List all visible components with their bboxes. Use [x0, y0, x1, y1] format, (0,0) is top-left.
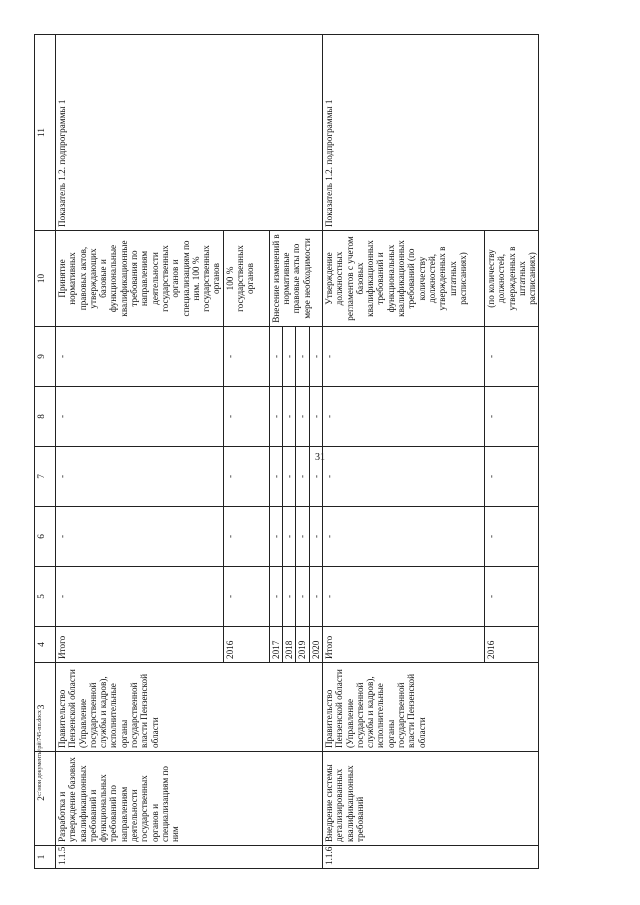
total-label: Итого: [322, 627, 484, 663]
value-cell: -: [322, 507, 484, 567]
total-label: Итого: [56, 627, 224, 663]
value-cell: -: [296, 567, 309, 627]
value-cell: -: [296, 327, 309, 387]
activity-name: Внедрение системы детализированных квалификационных требований: [322, 752, 538, 846]
value-cell: -: [484, 447, 538, 507]
activity-executor: Правительство Пензенской области (Управление государственной службы и кадров), исполнительные органы государственной власти Пензенской области: [322, 663, 538, 752]
value-cell: -: [223, 507, 269, 567]
activity-number: 1.1.5.: [56, 846, 323, 869]
table-row: [56, 35, 224, 869]
expected-result: Внесение изменений в нормативные правовые акты по мере необходимости: [269, 231, 322, 327]
value-cell: -: [56, 507, 224, 567]
year-cell: 2016: [484, 627, 538, 663]
value-cell: -: [269, 447, 282, 507]
header-cell: 4: [35, 627, 56, 663]
value-cell: -: [322, 327, 484, 387]
value-cell: -: [283, 387, 296, 447]
header-cell: 6: [35, 507, 56, 567]
rotated-table-area: [34, 35, 606, 869]
value-cell: -: [56, 567, 224, 627]
header-cell: 10: [35, 231, 56, 327]
page-number: 31: [315, 452, 325, 463]
value-cell: -: [269, 327, 282, 387]
activity-name: Разработка и утверждение базовых квалификационных требований и функциональных требований по направлениям деятельности государственных органов и специализациям по ним: [56, 752, 323, 846]
value-cell: -: [296, 387, 309, 447]
expected-result: Принятие нормативных правовых актов, утверждающих базовые и функциональные квалификационные требования по направлениям деятельности государственных органов и специализациям по ним. 100 % государственных органов: [56, 231, 224, 327]
table-row: [322, 35, 484, 869]
activity-number: 1.1.6.: [322, 846, 538, 869]
year-cell: 2019: [296, 627, 309, 663]
value-cell: -: [484, 507, 538, 567]
expected-result: Утверждение должностных регламентов с учетом базовых квалификационных требований и функциональных квалификационных требований (по количеству должностей, утвержденных в штатных расписаниях): [322, 231, 484, 327]
value-cell: -: [283, 447, 296, 507]
value-cell: -: [296, 447, 309, 507]
value-cell: -: [269, 567, 282, 627]
value-cell: -: [309, 387, 322, 447]
indicator-reference: Показатель 1.2. подпрограммы 1: [56, 35, 323, 231]
expected-result: 100 % государственных органов: [223, 231, 269, 327]
header-cell: 9: [35, 327, 56, 387]
value-cell: -: [223, 387, 269, 447]
value-cell: -: [269, 507, 282, 567]
value-cell: -: [484, 327, 538, 387]
header-row: [35, 35, 56, 869]
value-cell: -: [322, 567, 484, 627]
value-cell: -: [484, 387, 538, 447]
activity-executor: Правительство Пензенской области (Управление государственной службы и кадров), исполнительные органы государственной власти Пензенской области: [56, 663, 323, 752]
header-cell: 3: [35, 663, 56, 752]
value-cell: -: [56, 447, 224, 507]
header-cell: 11: [35, 35, 56, 231]
year-cell: 2020: [309, 627, 322, 663]
value-cell: -: [56, 387, 224, 447]
value-cell: -: [309, 507, 322, 567]
value-cell: -: [484, 567, 538, 627]
value-cell: -: [56, 327, 224, 387]
value-cell: -: [309, 567, 322, 627]
indicator-reference: Показатель 1.2. подпрограммы 1: [322, 35, 538, 231]
footer-file-path: c:\мои документы\рй\745-пп.docx: [37, 710, 43, 796]
header-cell: 7: [35, 447, 56, 507]
value-cell: -: [223, 327, 269, 387]
value-cell: -: [223, 567, 269, 627]
value-cell: -: [309, 327, 322, 387]
value-cell: -: [296, 507, 309, 567]
value-cell: -: [309, 447, 322, 507]
value-cell: -: [283, 327, 296, 387]
value-cell: -: [322, 447, 484, 507]
header-cell: 8: [35, 387, 56, 447]
header-cell: 5: [35, 567, 56, 627]
expected-result: (по количеству должностей, утвержденных в штатных расписаниях): [484, 231, 538, 327]
value-cell: -: [223, 447, 269, 507]
header-cell: 2: [35, 752, 56, 846]
value-cell: -: [283, 567, 296, 627]
year-cell: 2018: [283, 627, 296, 663]
value-cell: -: [283, 507, 296, 567]
year-cell: 2017: [269, 627, 282, 663]
year-cell: 2016: [223, 627, 269, 663]
header-cell: 1: [35, 846, 56, 869]
program-activities-table: [34, 34, 539, 869]
value-cell: -: [322, 387, 484, 447]
value-cell: -: [269, 387, 282, 447]
